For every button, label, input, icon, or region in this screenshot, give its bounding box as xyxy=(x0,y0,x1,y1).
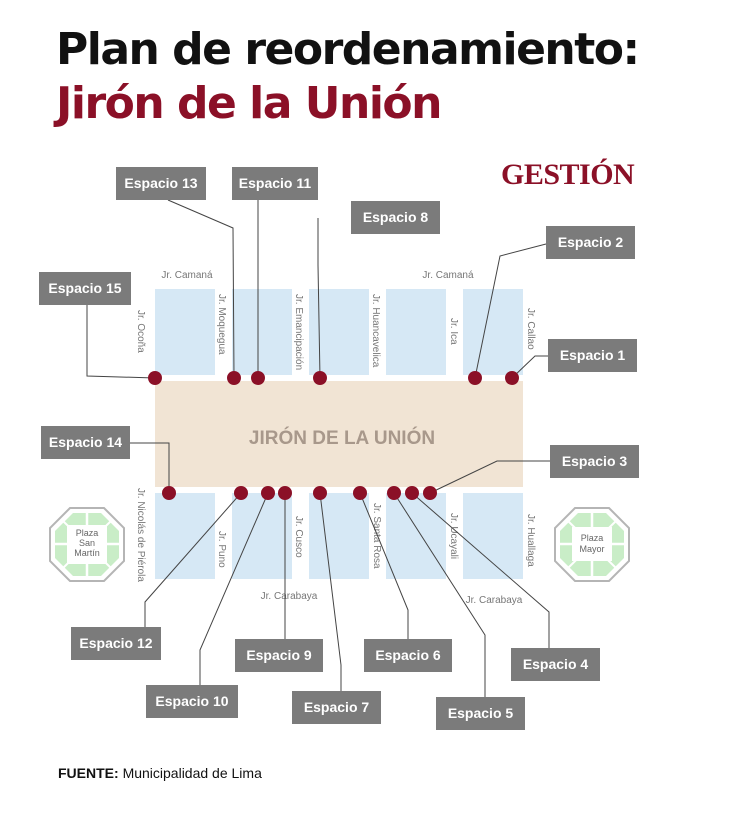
label-espacio-11: Espacio 11 xyxy=(232,167,318,200)
block xyxy=(155,493,215,579)
street-cusco: Jr. Cusco xyxy=(293,516,304,558)
plaza-san-martin-label: Martín xyxy=(74,548,100,558)
label-espacio-2: Espacio 2 xyxy=(546,226,635,259)
marker-espacio-1 xyxy=(505,371,519,385)
street-huancavelica: Jr. Huancavelica xyxy=(370,294,381,368)
street-callao: Jr. Callao xyxy=(525,308,536,350)
label-espacio-5: Espacio 5 xyxy=(436,697,525,730)
source-label: FUENTE: xyxy=(58,765,119,781)
label-espacio-9: Espacio 9 xyxy=(235,639,323,672)
marker-espacio-5 xyxy=(387,486,401,500)
street-nicolas-pierola: Jr. Nicolás de Piérola xyxy=(135,488,146,582)
street-huallaga: Jr. Huallaga xyxy=(525,514,536,567)
block xyxy=(309,493,369,579)
plaza-san-martin-label: Plaza xyxy=(75,528,99,538)
street-ocona: Jr. Ocoña xyxy=(135,310,146,353)
marker-espacio-7 xyxy=(313,486,327,500)
plaza-mayor-label: Plaza xyxy=(580,533,604,543)
label-espacio-12: Espacio 12 xyxy=(71,627,161,660)
label-espacio-14: Espacio 14 xyxy=(41,426,130,459)
title-line-1: Plan de reordenamiento: xyxy=(56,24,639,75)
street-ucayali: Jr. Ucayali xyxy=(448,513,459,560)
marker-espacio-10 xyxy=(261,486,275,500)
plaza-san-martin xyxy=(50,508,124,581)
label-espacio-7: Espacio 7 xyxy=(292,691,381,724)
label-espacio-4: Espacio 4 xyxy=(511,648,600,681)
block xyxy=(463,289,523,375)
marker-espacio-4 xyxy=(405,486,419,500)
label-espacio-6: Espacio 6 xyxy=(364,639,452,672)
marker-espacio-15 xyxy=(148,371,162,385)
street-carabaya-right: Jr. Carabaya xyxy=(465,595,523,606)
marker-espacio-2 xyxy=(468,371,482,385)
source-note xyxy=(58,765,262,781)
marker-espacio-14 xyxy=(162,486,176,500)
label-espacio-10: Espacio 10 xyxy=(146,685,238,718)
marker-espacio-8 xyxy=(313,371,327,385)
plaza-mayor xyxy=(555,508,629,581)
street-emancipacion: Jr. Emancipación xyxy=(293,294,304,371)
street-carabaya-left: Jr. Carabaya xyxy=(260,591,318,602)
marker-espacio-6 xyxy=(353,486,367,500)
brand-logo: GESTIÓN xyxy=(501,158,635,191)
plaza-mayor-label: Mayor xyxy=(579,544,605,554)
marker-espacio-13 xyxy=(227,371,241,385)
street-puno: Jr. Puno xyxy=(216,531,227,568)
block xyxy=(232,289,292,375)
block xyxy=(155,289,215,375)
block xyxy=(463,493,523,579)
title-line-2: Jirón de la Unión xyxy=(56,78,441,129)
main-street-label: JIRÓN DE LA UNIÓN xyxy=(248,428,436,449)
marker-espacio-9 xyxy=(278,486,292,500)
block xyxy=(309,289,369,375)
label-espacio-1: Espacio 1 xyxy=(548,339,637,372)
marker-espacio-11 xyxy=(251,371,265,385)
label-espacio-13: Espacio 13 xyxy=(116,167,206,200)
label-espacio-8: Espacio 8 xyxy=(351,201,440,234)
label-espacio-3: Espacio 3 xyxy=(550,445,639,478)
plaza-san-martin-label: San xyxy=(78,538,96,548)
label-espacio-15: Espacio 15 xyxy=(39,272,131,305)
street-camana-left: Jr. Camaná xyxy=(161,270,213,281)
block xyxy=(386,493,446,579)
street-ica: Jr. Ica xyxy=(448,318,459,345)
marker-espacio-12 xyxy=(234,486,248,500)
marker-espacio-3 xyxy=(423,486,437,500)
street-camana-right: Jr. Camaná xyxy=(422,270,474,281)
source-text: Municipalidad de Lima xyxy=(122,765,262,781)
street-santa-rosa: Jr. Santa Rosa xyxy=(371,503,382,569)
block xyxy=(386,289,446,375)
street-moquegua: Jr. Moquegua xyxy=(216,294,227,355)
